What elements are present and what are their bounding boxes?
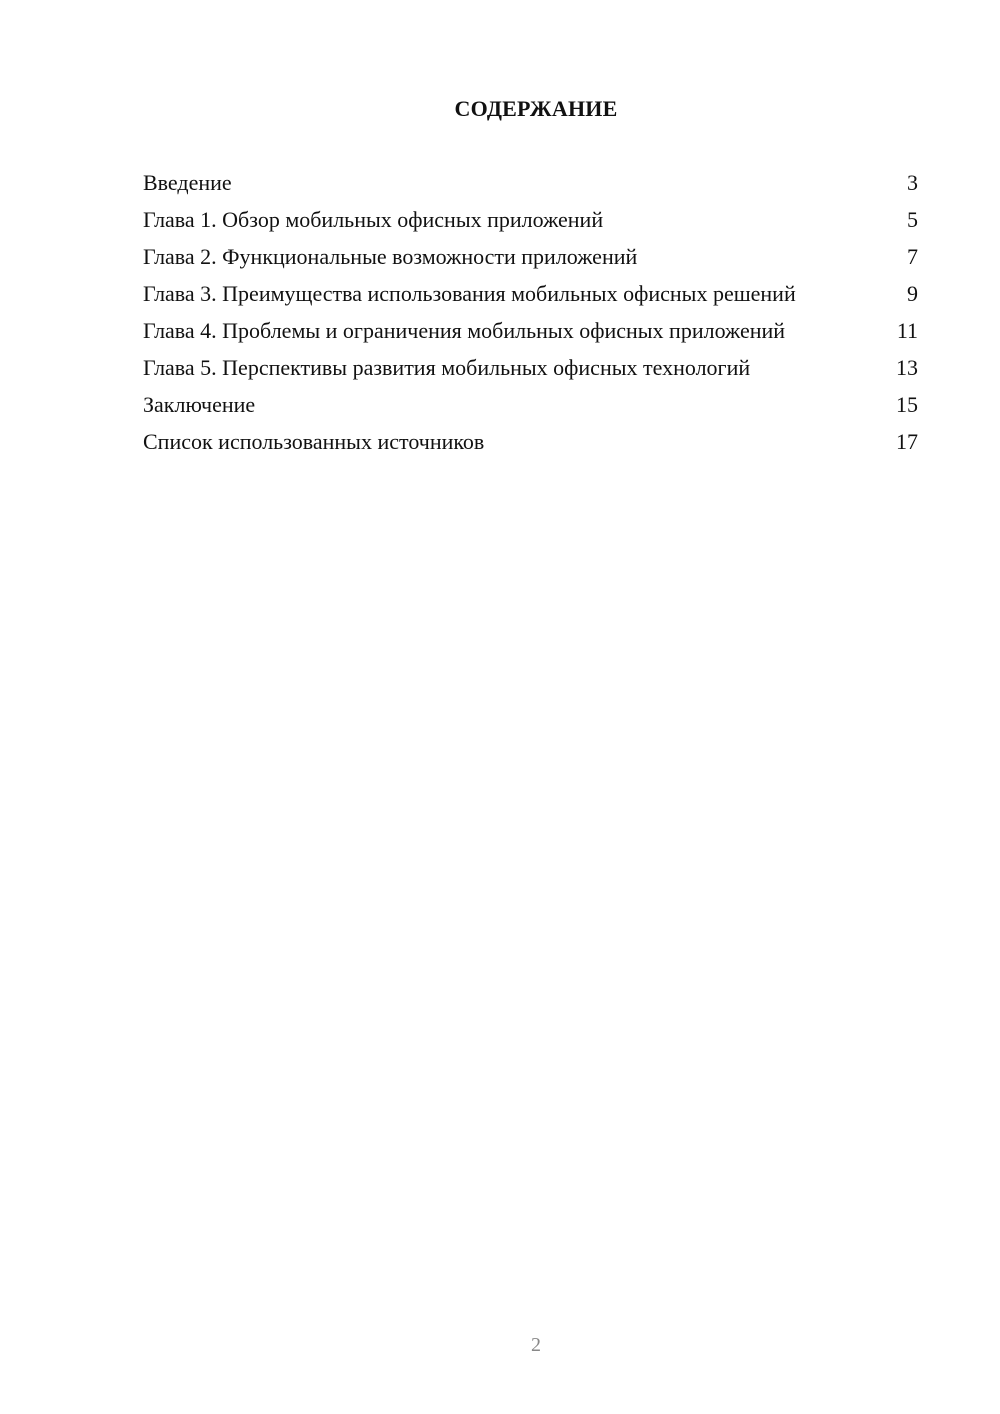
toc-entry-page: 15 [896, 392, 918, 417]
toc-entry-page: 11 [896, 318, 918, 343]
toc-entry-conclusion [143, 392, 918, 418]
toc-entry-page: 17 [896, 429, 918, 454]
page-title: СОДЕРЖАНИЕ [454, 96, 618, 121]
table-of-contents [143, 170, 918, 466]
toc-entry-chapter-1 [143, 207, 918, 233]
toc-entry-chapter-3 [143, 281, 918, 307]
toc-entry-label: Глава 4. Проблемы и ограничения мобильных офисных приложений [143, 318, 786, 343]
toc-entry-chapter-5 [143, 355, 918, 381]
toc-entry-page: 13 [896, 355, 918, 380]
toc-entry-references [143, 429, 918, 455]
toc-entry-page: 5 [907, 207, 918, 232]
toc-entry-label: Глава 5. Перспективы развития мобильных офисных технологий [143, 355, 751, 380]
toc-entry-chapter-2 [143, 244, 918, 270]
toc-entry-label: Глава 3. Преимущества использования мобильных офисных решений [143, 281, 796, 306]
toc-entry-label: Глава 1. Обзор мобильных офисных приложений [143, 207, 604, 232]
toc-entry-label: Список использованных источников [143, 429, 485, 454]
toc-entry-label: Введение [143, 170, 232, 195]
toc-entry-label: Глава 2. Функциональные возможности приложений [143, 244, 638, 269]
toc-entry-chapter-4 [143, 318, 918, 344]
toc-entry-introduction [143, 170, 918, 196]
toc-entry-label: Заключение [143, 392, 256, 417]
toc-entry-page: 3 [907, 170, 918, 195]
page-number: 2 [531, 1334, 541, 1356]
toc-entry-page: 9 [907, 281, 918, 306]
toc-entry-page: 7 [907, 244, 918, 269]
